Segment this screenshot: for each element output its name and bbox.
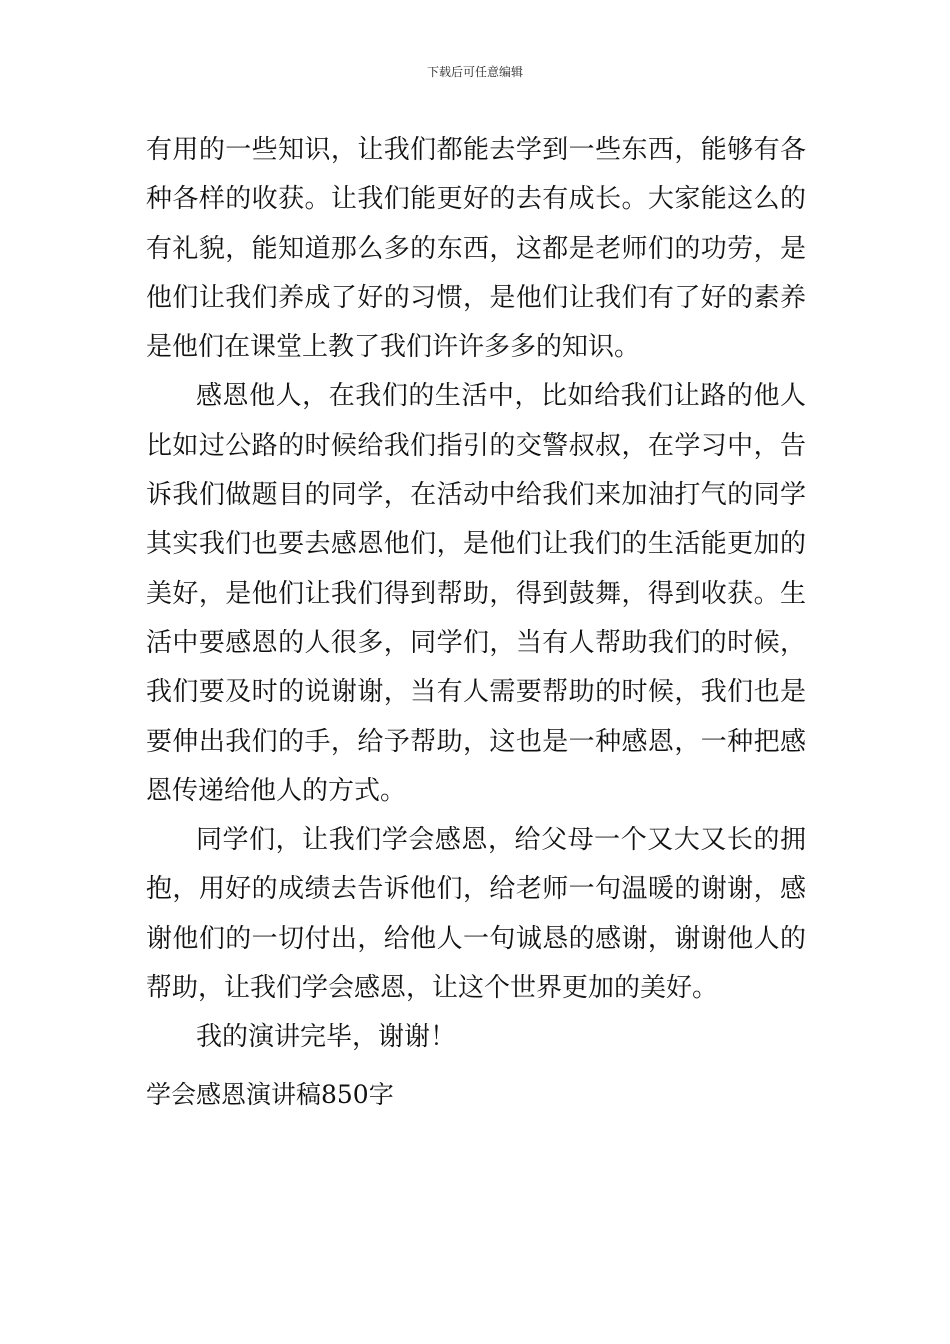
text-line: 恩传递给他人的方式。 [146, 775, 407, 806]
text-line: 是他们在课堂上教了我们许许多多的知识。 [146, 332, 641, 363]
text-line: 要伸出我们的手，给予帮助，这也是一种感恩，一种把感 [146, 726, 806, 757]
page-header: 下载后可任意编辑 [426, 65, 523, 79]
text-line: 同学们，让我们学会感恩，给父母一个又大又长的拥 [196, 825, 806, 856]
text-line: 帮助，让我们学会感恩，让这个世界更加的美好。 [146, 973, 719, 1004]
text-line: 我们要及时的说谢谢，当有人需要帮助的时候，我们也是 [146, 677, 806, 708]
text-line: 谢他们的一切付出，给他人一句诚恳的感谢，谢谢他人的 [146, 923, 806, 954]
text-line: 有用的一些知识，让我们都能去学到一些东西，能够有各 [146, 135, 806, 165]
text-line: 我的演讲完毕，谢谢！ [196, 1022, 457, 1053]
text-line: 感恩他人，在我们的生活中，比如给我们让路的他人 [196, 381, 806, 412]
text-line: 抱，用好的成绩去告诉他们，给老师一句温暖的谢谢，感 [146, 874, 806, 905]
text-line: 诉我们做题目的同学，在活动中给我们来加油打气的同学 [146, 480, 806, 511]
next-article-title: 学会感恩演讲稿850字 [146, 1080, 394, 1109]
document-body [146, 126, 806, 1063]
text-line: 种各样的收获。让我们能更好的去有成长。大家能这么的 [146, 184, 806, 215]
text-line: 活中要感恩的人很多，同学们，当有人帮助我们的时候， [146, 627, 806, 658]
text-line: 美好，是他们让我们得到帮助，得到鼓舞，得到收获。生 [146, 578, 806, 609]
text-line: 有礼貌，能知道那么多的东西，这都是老师们的功劳，是 [146, 233, 806, 264]
text-line: 他们让我们养成了好的习惯，是他们让我们有了好的素养 [146, 282, 806, 313]
text-line: 其实我们也要去感恩他们，是他们让我们的生活能更加的 [146, 529, 806, 560]
text-line: 比如过公路的时候给我们指引的交警叔叔，在学习中，告 [146, 430, 806, 461]
